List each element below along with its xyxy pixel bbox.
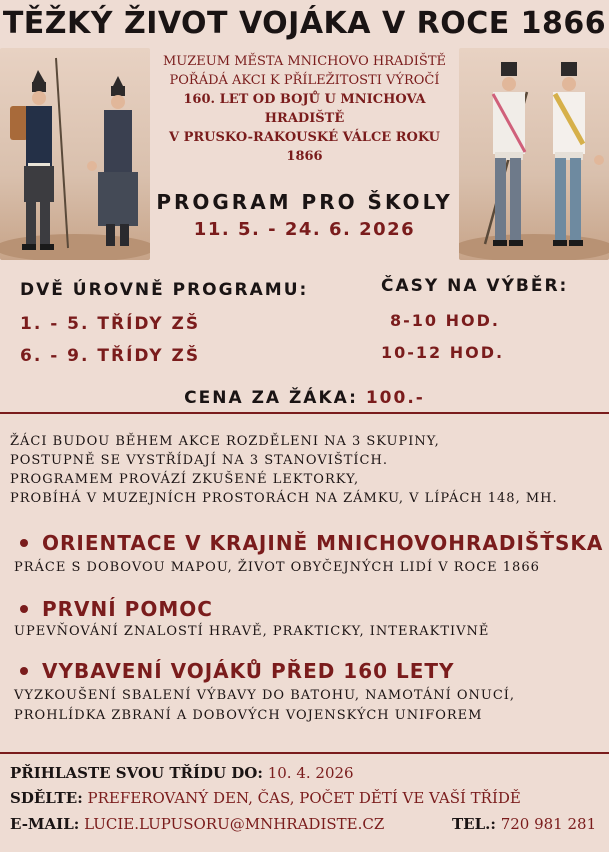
station-description: PROHLÍDKA ZBRANÍ A DOBOVÝCH VOJENSKÝCH UNIFOREM — [14, 708, 483, 723]
email-label: E-MAIL: — [10, 815, 80, 833]
intro-line-3: 160. LET OD BOJŮ U MNICHOVA HRADIŠTĚ — [183, 92, 426, 126]
description-line: PROBÍHÁ V MUZEJNÍCH PROSTORÁCH NA ZÁMKU, V LÍPÁCH 148, MH. — [10, 491, 558, 506]
station-description: VYZKOUŠENÍ SBALENÍ VÝBAVY DO BATOHU, NAMOTÁNÍ ONUCÍ, — [14, 688, 516, 703]
time-option: 8-10 HOD. — [390, 311, 500, 330]
station-description: UPEVŇOVÁNÍ ZNALOSTÍ HRAVĚ, PRAKTICKY, INTERAKTIVNĚ — [14, 624, 490, 639]
bullet-icon — [20, 539, 28, 547]
level-item: 1. - 5. TŘÍDY ZŠ — [20, 314, 201, 334]
registration-deadline: 10. 4. 2026 — [267, 764, 354, 782]
email-line — [10, 815, 384, 833]
registration-label: PŘIHLASTE SVOU TŘÍDU DO: — [10, 764, 263, 782]
station-equipment — [20, 659, 455, 683]
bullet-icon — [20, 667, 28, 675]
description-line: POSTUPNĚ SE VYSTŘÍDAJÍ NA 3 STANOVIŠTÍCH. — [10, 453, 388, 468]
tell-us-value: PREFEROVANÝ DEN, ČAS, POČET DĚTÍ VE VAŠÍ TŘÍDĚ — [87, 789, 521, 807]
station-description: PRÁCE S DOBOVOU MAPOU, ŽIVOT OBYČEJNÝCH LIDÍ V ROCE 1866 — [14, 560, 540, 575]
tell-us-line — [10, 789, 521, 807]
times-heading: ČASY NA VÝBĚR: — [381, 276, 569, 296]
description-line: PROGRAMEM PROVÁZÍ ZKUŠENÉ LEKTORKY, — [10, 472, 360, 487]
registration-line — [10, 764, 354, 782]
program-dates: 11. 5. - 24. 6. 2026 — [193, 219, 416, 240]
phone-number[interactable]: 720 981 281 — [500, 815, 597, 833]
program-title: PROGRAM PRO ŠKOLY — [156, 190, 453, 214]
phone-label: TEL.: — [452, 815, 496, 833]
divider — [0, 752, 609, 754]
tell-us-label: SDĚLTE: — [10, 789, 83, 807]
station-first-aid — [20, 597, 213, 621]
program-description — [10, 432, 609, 508]
station-orientation — [20, 531, 603, 555]
station-title: PRVNÍ POMOC — [42, 597, 213, 621]
intro-line-2: POŘÁDÁ AKCI K PŘÍLEŽITOSTI VÝROČÍ — [169, 73, 440, 88]
time-option: 10-12 HOD. — [381, 343, 505, 362]
station-title: ORIENTACE V KRAJINĚ MNICHOVOHRADIŠŤSKA — [42, 531, 604, 555]
price-label: CENA ZA ŽÁKA: — [184, 388, 358, 408]
level-item: 6. - 9. TŘÍDY ZŠ — [20, 346, 201, 366]
price-line — [0, 388, 609, 408]
price-value: 100.- — [365, 388, 425, 408]
phone-line — [452, 815, 596, 833]
levels-heading: DVĚ ÚROVNĚ PROGRAMU: — [20, 280, 309, 300]
station-title: VYBAVENÍ VOJÁKŮ PŘED 160 LETY — [42, 659, 455, 683]
description-line: ŽÁCI BUDOU BĚHEM AKCE ROZDĚLENI NA 3 SKUPINY, — [10, 434, 440, 449]
austrian-soldiers-illustration — [459, 48, 609, 260]
bullet-icon — [20, 605, 28, 613]
divider — [0, 412, 609, 414]
intro-line-4: V PRUSKO-RAKOUSKÉ VÁLCE ROKU 1866 — [168, 130, 441, 164]
poster-title: TĚŽKÝ ŽIVOT VOJÁKA V ROCE 1866 — [2, 6, 607, 41]
intro-line-1: MUZEUM MĚSTA MNICHOVO HRADIŠTĚ — [163, 54, 446, 69]
intro-text — [150, 52, 459, 166]
email-link[interactable]: LUCIE.LUPUSORU@MNHRADISTE.CZ — [84, 815, 385, 833]
prussian-soldiers-illustration — [0, 48, 150, 260]
